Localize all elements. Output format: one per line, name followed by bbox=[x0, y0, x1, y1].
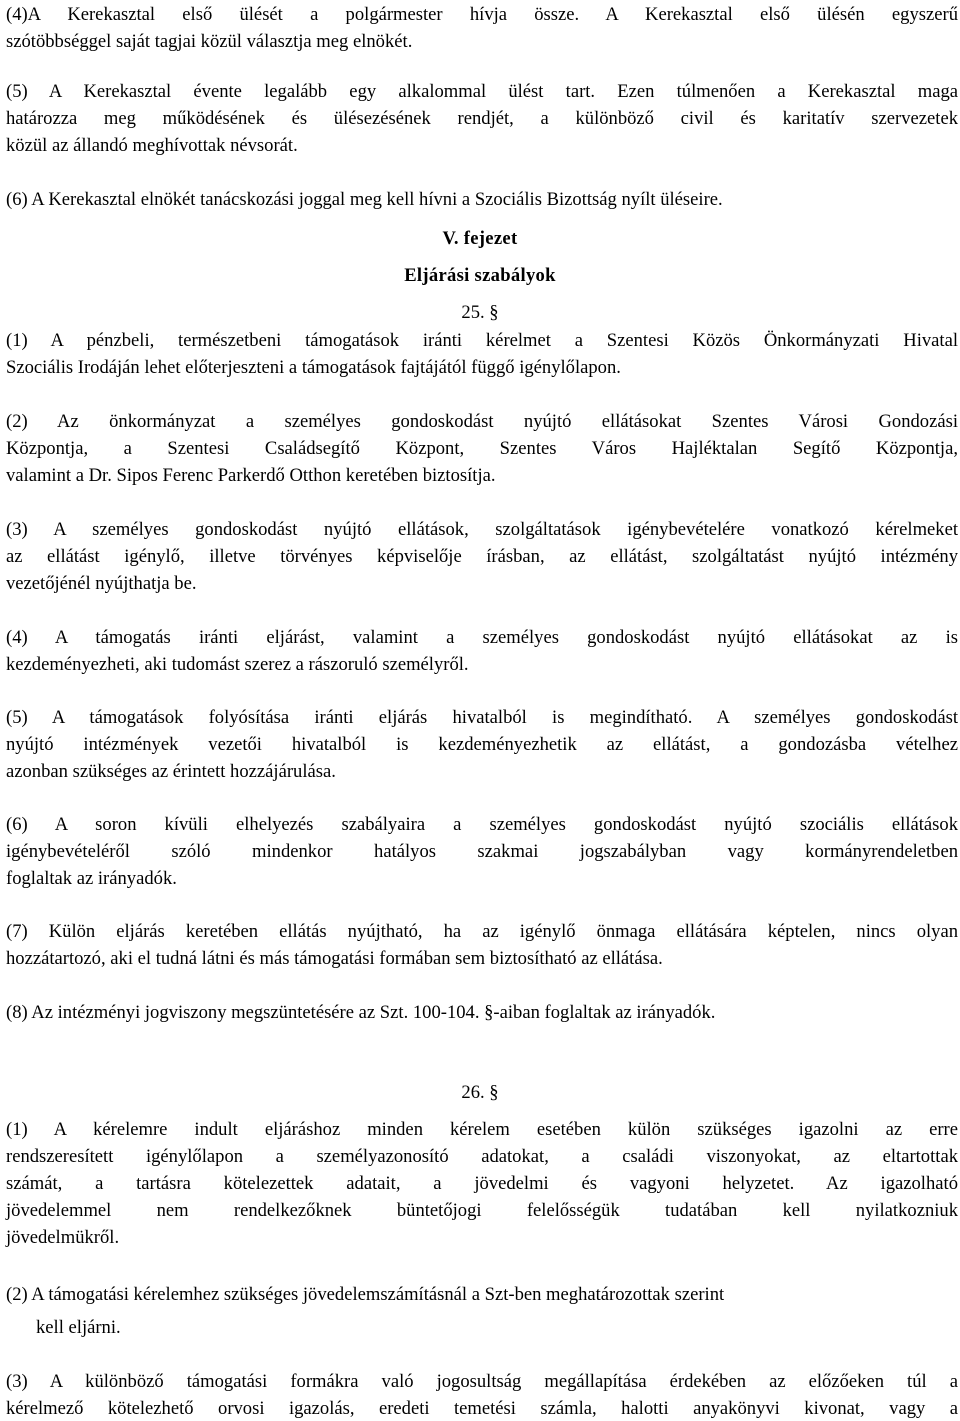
text-line: szótöbbséggel saját tagjai közül választja meg elnökét. bbox=[6, 31, 413, 52]
text-line: (2) A támogatási kérelemhez szükséges jövedelemszámításnál a Szt-ben meghatározottak szerint bbox=[6, 1284, 725, 1305]
text-line: igénybevételéről szóló mindenkor hatályos szakmai jogszabályban vagy kormányrendeletben bbox=[6, 841, 958, 862]
text-line: közül az állandó meghívottak névsorát. bbox=[6, 135, 298, 156]
text-line: rendszeresített igénylőlapon a személyazonosító adatokat, a családi viszonyokat, az eltartottak bbox=[6, 1146, 958, 1167]
text-line: (3) A személyes gondoskodást nyújtó ellátások, szolgáltatások igénybevételére vonatkozó kérelmeket bbox=[6, 519, 958, 540]
text-line: foglaltak az irányadók. bbox=[6, 868, 177, 889]
text-line: (4)A Kerekasztal első ülését a polgármester hívja össze. A Kerekasztal első ülésén egyszerű bbox=[6, 4, 958, 25]
paragraph-number: 26. § bbox=[461, 1082, 499, 1103]
text-line: nyújtó intézmények vezetői hivatalból is kezdeményezhetik az ellátást, a gondozásba vételhez bbox=[6, 734, 958, 755]
text-line: (3) A különböző támogatási formákra való jogosultság megállapítása érdekében az előzőeken túl a bbox=[6, 1371, 958, 1392]
text-line: (8) Az intézményi jogviszony megszüntetésére az Szt. 100-104. §-aiban foglaltak az irányadók. bbox=[6, 1002, 716, 1023]
text-line: jövedelemmel nem rendelkezőknek büntetőjogi felelősségük tudatában kell nyilatkozniuk bbox=[6, 1200, 958, 1221]
text-line: (6) A soron kívüli elhelyezés szabályaira a személyes gondoskodást nyújtó szociális ellátások bbox=[6, 814, 958, 835]
text-line: (1) A pénzbeli, természetbeni támogatások iránti kérelmet a Szentesi Közös Önkormányzati Hivatal bbox=[6, 330, 958, 351]
text-line: azonban szükséges az érintett hozzájárulása. bbox=[6, 761, 336, 782]
section-heading: Eljárási szabályok bbox=[404, 265, 556, 286]
text-line: valamint a Dr. Sipos Ferenc Parkerdő Otthon keretében biztosítja. bbox=[6, 465, 496, 486]
text-line: kezdeményezheti, aki tudomást szerez a rászoruló személyről. bbox=[6, 654, 469, 675]
text-line: az ellátást igénylő, illetve törvényes képviselője írásban, az ellátást, szolgáltatást nyújtó intézmény bbox=[6, 546, 958, 567]
text-line: Központja, a Szentesi Családsegítő Központ, Szentes Város Hajléktalan Segítő Központja, bbox=[6, 438, 958, 459]
text-line: (2) Az önkormányzat a személyes gondoskodást nyújtó ellátásokat Szentes Városi Gondozási bbox=[6, 411, 958, 432]
text-line: kérelmező kötelezhető orvosi igazolás, eredeti temetési számla, halotti anyakönyvi kivonat, vagy a bbox=[6, 1398, 958, 1419]
text-line: hozzátartozó, aki el tudná látni és más támogatási formában sem biztosítható az ellátása. bbox=[6, 948, 663, 969]
section-heading: V. fejezet bbox=[442, 228, 518, 249]
text-line: kell eljárni. bbox=[36, 1317, 121, 1338]
text-line: Szociális Irodáján lehet előterjeszteni a támogatások fajtájától függő igénylőlapon. bbox=[6, 357, 621, 378]
text-line: (5) A Kerekasztal évente legalább egy alkalommal ülést tart. Ezen túlmenően a Kerekasztal maga bbox=[6, 81, 958, 102]
text-line: vezetőjénél nyújthatja be. bbox=[6, 573, 197, 594]
text-line: (5) A támogatások folyósítása iránti eljárás hivatalból is megindítható. A személyes gondoskodást bbox=[6, 707, 958, 728]
text-line: határozza meg működésének és ülésezésének rendjét, a különböző civil és karitatív szervezetek bbox=[6, 108, 958, 129]
text-line: (6) A Kerekasztal elnökét tanácskozási joggal meg kell hívni a Szociális Bizottság nyílt üléseire. bbox=[6, 189, 723, 210]
text-line: (7) Külön eljárás keretében ellátás nyújtható, ha az igénylő önmaga ellátására képtelen, nincs olyan bbox=[6, 921, 958, 942]
text-line: jövedelmükről. bbox=[6, 1227, 120, 1248]
text-line: számát, a tartásra kötelezettek adatait, a jövedelmi és vagyoni helyzetet. Az igazolható bbox=[6, 1173, 958, 1194]
text-line: (4) A támogatás iránti eljárást, valamint a személyes gondoskodást nyújtó ellátásokat az is bbox=[6, 627, 958, 648]
paragraph-number: 25. § bbox=[461, 302, 499, 323]
text-line: (1) A kérelemre indult eljáráshoz minden kérelem esetében külön szükséges igazolni az erre bbox=[6, 1119, 958, 1140]
